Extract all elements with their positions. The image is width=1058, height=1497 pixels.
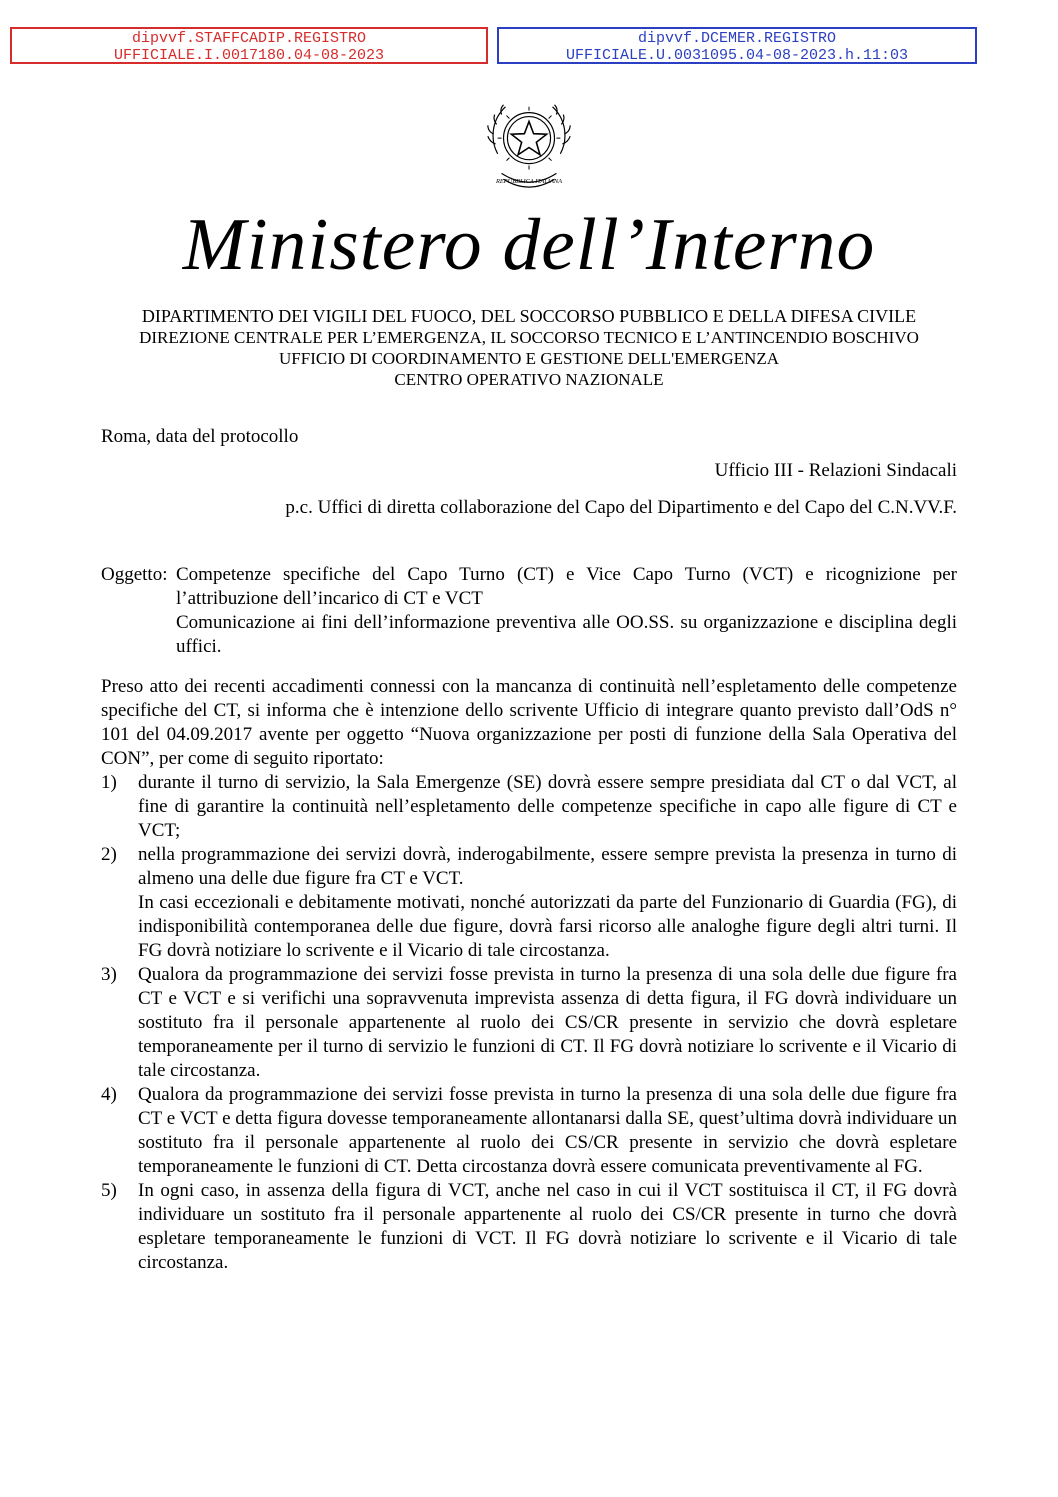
protocol-stamp-outgoing [497,27,977,64]
list-item-text: In ogni caso, in assenza della figura di VCT, anche nel caso in cui il VCT sostituisca il CT, il FG dovrà individuare un sostituto fra il personale appartenente al ruolo dei CS/CR presente in turno che dovrà espletare temporaneamente le funzioni di VCT. Il FG dovrà notiziare lo scrivente e il Vicario di tale circostanza. [138,1180,957,1273]
stamp-line: dipvvf.DCEMER.REGISTRO [637,30,837,47]
list-item [101,1179,957,1275]
heading-line: DIPARTIMENTO DEI VIGILI DEL FUOCO, DEL SOCCORSO PUBBLICO E DELLA DIFESA CIVILE [141,306,917,326]
list-item-text: In casi eccezionali e debitamente motivati, nonché autorizzati da parte del Funzionario di Guardia (FG), di indisponibilità contemporanea delle due figure, dovrà farsi ricorso alle analoghe figure degli altri turni. Il FG dovrà notiziare lo scrivente e il Vicario di tale circostanza. [138,892,957,961]
list-item-number: 3) [101,964,117,985]
subject-label: Oggetto: [101,564,168,585]
stamp-line: dipvvf.STAFFCADIP.REGISTRO [131,30,367,47]
list-item-text: durante il turno di servizio, la Sala Emergenze (SE) dovrà essere sempre presidiata dal CT o dal VCT, al fine di garantire la continuità nell’espletamento delle competenze specifiche in capo alle figure di CT e VCT; [138,772,957,841]
numbered-list [101,771,957,1275]
subject-line: Comunicazione ai fini dell’informazione preventiva alle OO.SS. su organizzazione e disciplina degli uffici. [176,612,957,657]
list-item [101,1083,957,1179]
protocol-stamp-incoming [10,27,488,64]
list-item [101,963,957,1083]
intro-paragraph: Preso atto dei recenti accadimenti connessi con la mancanza di continuità nell’espletamento delle competenze specifiche del CT, si informa che è intenzione dello scrivente Ufficio di integrare quanto previsto dall’OdS n° 101 del 04.09.2017 avente per oggetto “Nuova organizzazione per posti di funzione della Sala Operativa del CON”, per come di seguito riportato: [101,676,957,769]
recipient-to: Ufficio III - Relazioni Sindacali [714,460,957,481]
list-item [101,843,957,963]
emblem-motto: REPUBBLICA ITALIANA [495,178,563,186]
list-item-number: 4) [101,1084,117,1105]
heading-line: CENTRO OPERATIVO NAZIONALE [394,370,664,389]
list-item-text: nella programmazione dei servizi dovrà, inderogabilmente, essere sempre prevista la presenza in turno di almeno una delle due figure fra CT e VCT. [138,844,957,889]
repubblica-italiana-emblem-icon [480,95,578,193]
list-item-number: 5) [101,1180,117,1201]
heading-line: DIREZIONE CENTRALE PER L’EMERGENZA, IL SOCCORSO TECNICO E L’ANTINCENDIO BOSCHIVO [139,328,919,347]
list-item-text: Qualora da programmazione dei servizi fosse prevista in turno la presenza di una sola delle due figure fra CT e VCT e si verifichi una sopravvenuta imprevista assenza di detta figura, il FG dovrà individuare un sostituto fra il personale appartenente al ruolo dei CS/CR presente in servizio che dovrà espletare temporaneamente per il turno di servizio le funzioni di CT. Il FG dovrà notiziare lo scrivente e il Vicario di tale circostanza. [138,964,957,1081]
place-date: Roma, data del protocollo [101,426,299,447]
list-item-number: 1) [101,772,117,793]
recipient-cc: p.c. Uffici di diretta collaborazione del Capo del Dipartimento e del Capo del C.N.VV.F. [285,497,957,518]
subject-block [101,563,957,659]
heading-line: UFFICIO DI COORDINAMENTO E GESTIONE DELL'EMERGENZA [279,349,779,368]
stamp-line: UFFICIALE.U.0031095.04-08-2023.h.11:03 [565,47,909,64]
stamp-line: UFFICIALE.I.0017180.04-08-2023 [113,47,385,64]
ministry-title: Ministero dell’Interno [182,204,876,286]
department-heading [0,306,1058,390]
list-item-number: 2) [101,844,117,865]
list-item [101,771,957,843]
list-item-text: Qualora da programmazione dei servizi fosse prevista in turno la presenza di una sola delle due figure fra CT e VCT e detta figura dovesse temporaneamente allontanarsi dalla SE, quest’ultima dovrà individuare un sostituto fra il personale appartenente al ruolo dei CS/CR presente in servizio che dovrà espletare temporaneamente le funzioni di CT. Detta circostanza dovrà essere comunicata preventivamente al FG. [138,1084,957,1177]
subject-line: Competenze specifiche del Capo Turno (CT) e Vice Capo Turno (VCT) e ricognizione per l’attribuzione dell’incarico di CT e VCT [176,564,957,609]
